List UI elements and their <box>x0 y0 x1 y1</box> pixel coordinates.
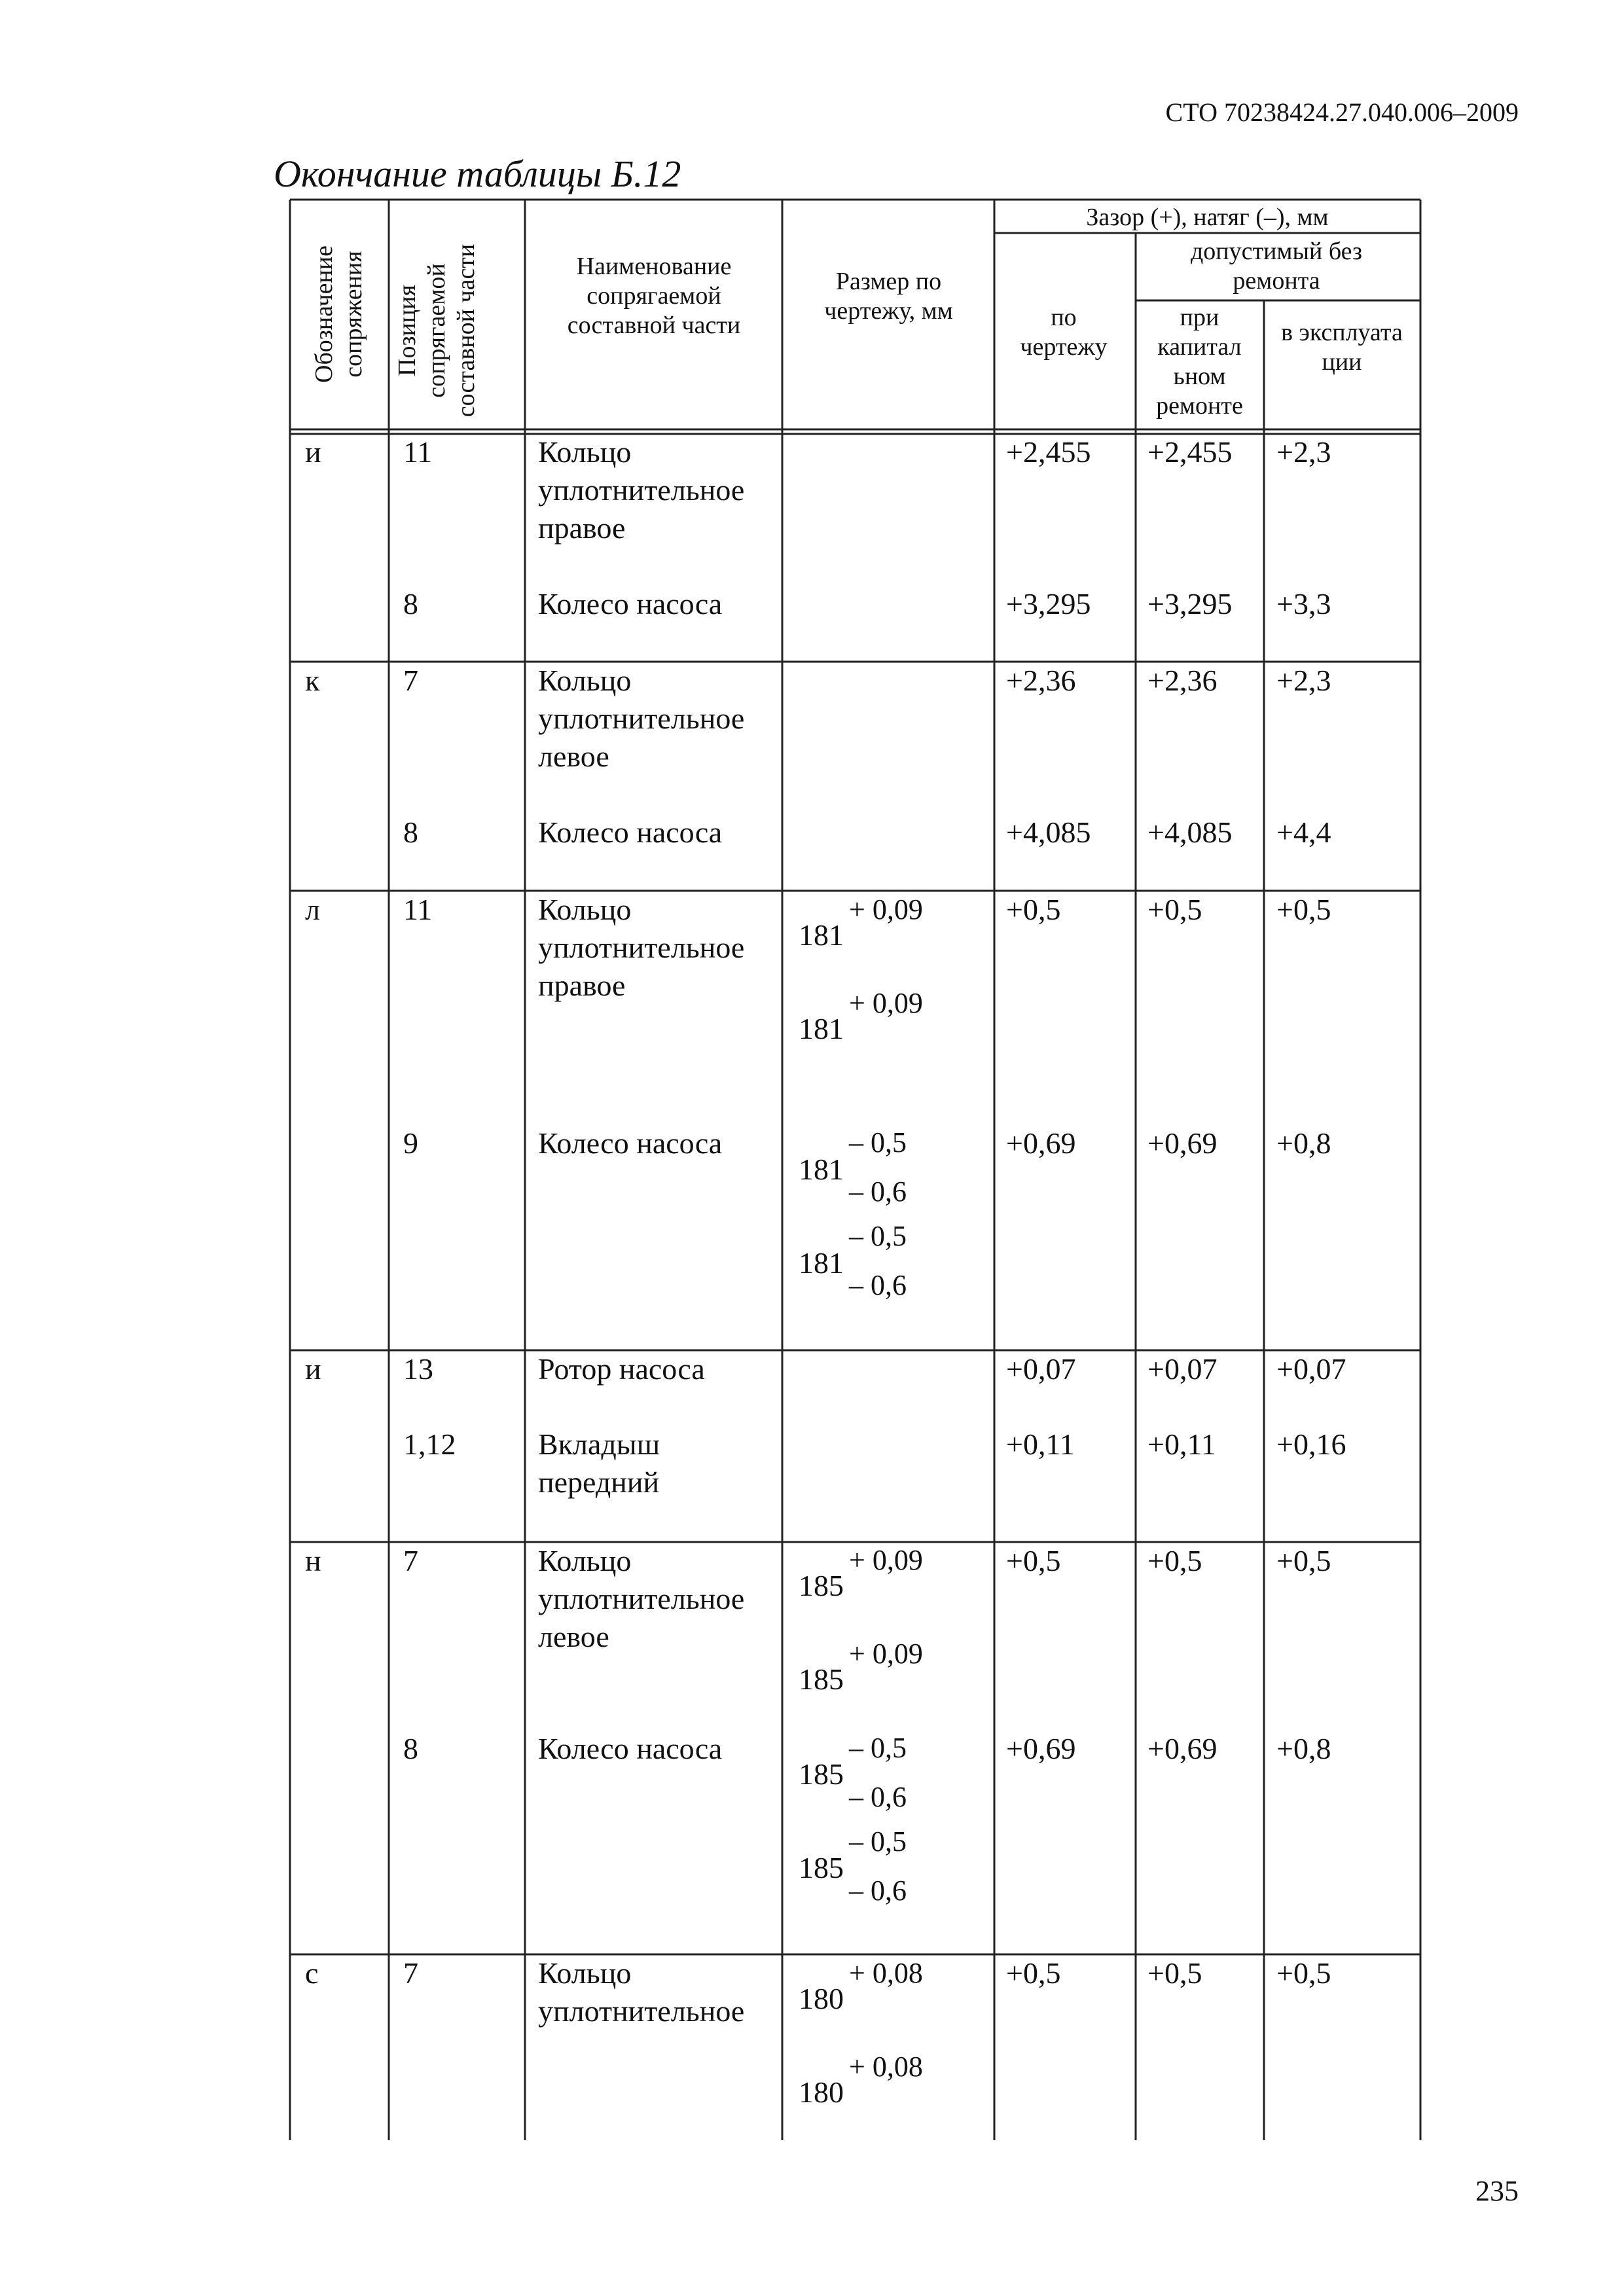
position-cell: 7 <box>403 1956 418 1990</box>
designation-cell: л <box>305 893 320 926</box>
part-name-cell: Ротор насоса <box>538 1352 705 1386</box>
gap-operation-cell: +0,5 <box>1276 1956 1331 1990</box>
part-name-cell: Колесо насоса <box>538 1126 723 1160</box>
part-name-cell: Кольцо уплотнительное правое <box>538 893 745 1002</box>
gap-drawing-cell: +0,69 <box>1006 1732 1076 1765</box>
gap-capital-cell: +2,36 <box>1147 664 1218 697</box>
gap-drawing-cell: +4,085 <box>1006 816 1091 849</box>
designation-cell: с <box>305 1956 319 1990</box>
designation-cell: н <box>305 1544 321 1577</box>
position-cell: 9 <box>403 1126 418 1160</box>
size-upper-deviation: + 0,09 <box>849 987 923 1019</box>
gap-capital-cell: +0,5 <box>1147 1544 1202 1577</box>
header-operation: в эксплуата ции <box>1281 319 1403 376</box>
position-cell: 8 <box>403 1732 418 1765</box>
size-lower-deviation: – 0,6 <box>849 1175 907 1208</box>
gap-drawing-cell: +0,11 <box>1006 1427 1075 1461</box>
size-nominal: 181 <box>799 918 844 952</box>
part-name-cell: Кольцо уплотнительное левое <box>538 664 745 773</box>
size-upper-deviation: + 0,08 <box>849 1957 923 1989</box>
size-upper-deviation: + 0,09 <box>849 1638 923 1670</box>
gap-drawing-cell: +3,295 <box>1006 587 1091 620</box>
designation-cell: и <box>305 435 321 469</box>
size-upper-deviation: + 0,09 <box>849 893 923 925</box>
size-nominal: 180 <box>799 1982 844 2015</box>
size-upper-deviation: – 0,5 <box>849 1220 907 1252</box>
header-position: Позиция сопрягаемой составной части <box>393 243 480 418</box>
gap-drawing-cell: +0,69 <box>1006 1126 1076 1160</box>
gap-operation-cell: +0,16 <box>1276 1427 1346 1461</box>
part-name-cell: Вкладыш передний <box>538 1427 660 1499</box>
size-nominal: 181 <box>799 1012 844 1045</box>
part-name-cell: Кольцо уплотнительное правое <box>538 435 745 545</box>
part-name-cell: Колесо насоса <box>538 1732 723 1765</box>
part-name-cell: Кольцо уплотнительное <box>538 1956 745 2028</box>
gap-capital-cell: +0,07 <box>1147 1352 1218 1386</box>
position-cell: 7 <box>403 664 418 697</box>
gap-operation-cell: +2,3 <box>1276 664 1331 697</box>
position-cell: 7 <box>403 1544 418 1577</box>
size-nominal: 185 <box>799 1851 844 1884</box>
size-lower-deviation: – 0,6 <box>849 1269 907 1301</box>
part-name-cell: Колесо насоса <box>538 816 723 849</box>
part-name-cell: Колесо насоса <box>538 587 723 620</box>
size-upper-deviation: – 0,5 <box>849 1126 907 1158</box>
header-gap-group: Зазор (+), натяг (–), мм <box>1086 204 1329 231</box>
position-cell: 11 <box>403 893 433 926</box>
size-nominal: 185 <box>799 1662 844 1696</box>
gap-capital-cell: +0,69 <box>1147 1732 1218 1765</box>
header-by-drawing: по чертежу <box>1020 304 1108 361</box>
size-upper-deviation: + 0,08 <box>849 2051 923 2083</box>
header-capital-repair: при капитал ьном ремонте <box>1156 304 1243 420</box>
gap-drawing-cell: +0,07 <box>1006 1352 1076 1386</box>
gap-capital-cell: +2,455 <box>1147 435 1233 469</box>
size-nominal: 181 <box>799 1246 844 1280</box>
size-lower-deviation: – 0,6 <box>849 1874 907 1907</box>
table-caption: Окончание таблицы Б.12 <box>274 152 681 195</box>
gap-capital-cell: +0,5 <box>1147 1956 1202 1990</box>
size-upper-deviation: – 0,5 <box>849 1732 907 1764</box>
gap-drawing-cell: +0,5 <box>1006 893 1061 926</box>
header-allowable-group: допустимый без ремонта <box>1190 238 1363 295</box>
position-cell: 1,12 <box>403 1427 456 1461</box>
gap-operation-cell: +3,3 <box>1276 587 1331 620</box>
gap-operation-cell: +4,4 <box>1276 816 1331 849</box>
gap-operation-cell: +0,8 <box>1276 1732 1331 1765</box>
position-cell: 13 <box>403 1352 433 1386</box>
size-nominal: 180 <box>799 2075 844 2109</box>
gap-operation-cell: +0,07 <box>1276 1352 1346 1386</box>
header-designation: Обозначение сопряжения <box>310 245 367 383</box>
gap-capital-cell: +0,5 <box>1147 893 1202 926</box>
gap-drawing-cell: +2,455 <box>1006 435 1091 469</box>
size-upper-deviation: + 0,09 <box>849 1544 923 1576</box>
size-nominal: 181 <box>799 1153 844 1186</box>
size-upper-deviation: – 0,5 <box>849 1825 907 1857</box>
gap-capital-cell: +0,11 <box>1147 1427 1216 1461</box>
gap-capital-cell: +4,085 <box>1147 816 1233 849</box>
size-nominal: 185 <box>799 1757 844 1791</box>
gap-operation-cell: +2,3 <box>1276 435 1331 469</box>
part-name-cell: Кольцо уплотнительное левое <box>538 1544 745 1653</box>
designation-cell: и <box>305 1352 321 1386</box>
gap-drawing-cell: +2,36 <box>1006 664 1076 697</box>
size-lower-deviation: – 0,6 <box>849 1781 907 1813</box>
gap-drawing-cell: +0,5 <box>1006 1544 1061 1577</box>
position-cell: 8 <box>403 587 418 620</box>
size-nominal: 185 <box>799 1569 844 1602</box>
gap-capital-cell: +3,295 <box>1147 587 1233 620</box>
designation-cell: к <box>305 664 320 697</box>
position-cell: 8 <box>403 816 418 849</box>
gap-operation-cell: +0,5 <box>1276 1544 1331 1577</box>
header-size: Размер по чертежу, мм <box>824 268 953 325</box>
position-cell: 11 <box>403 435 433 469</box>
gap-drawing-cell: +0,5 <box>1006 1956 1061 1990</box>
header-name: Наименование сопрягаемой составной части <box>567 253 741 339</box>
page-number: 235 <box>1475 2175 1519 2207</box>
document-code: СТО 70238424.27.040.006–2009 <box>1165 98 1519 127</box>
gap-operation-cell: +0,8 <box>1276 1126 1331 1160</box>
gap-capital-cell: +0,69 <box>1147 1126 1218 1160</box>
gap-operation-cell: +0,5 <box>1276 893 1331 926</box>
